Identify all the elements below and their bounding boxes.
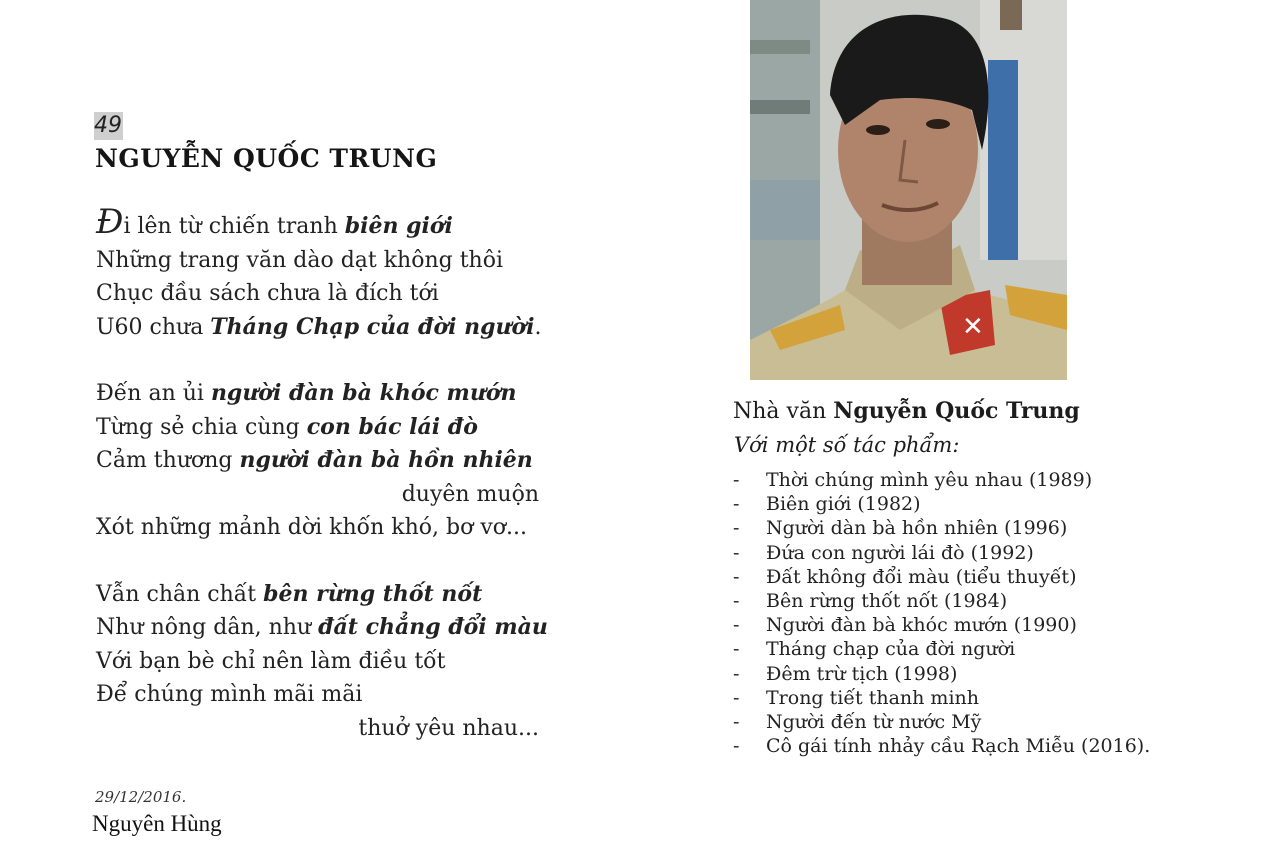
poem-line: Đến an ủi người đàn bà khóc mướn xyxy=(96,380,517,406)
list-item: - Người dàn bà hồn nhiên (1996) xyxy=(733,517,1068,540)
page-number: 49 xyxy=(94,113,122,138)
writer-portrait xyxy=(750,0,1067,380)
poem-line: U60 chưa Tháng Chạp của đời người. xyxy=(96,313,542,340)
list-item: - Thời chúng mình yêu nhau (1989) xyxy=(733,469,1093,491)
list-item: - Trong tiết thanh minh xyxy=(733,686,979,709)
poem-line: Với bạn bè chỉ nên làm điều tốt xyxy=(96,648,446,674)
poem-line: duyên muộn xyxy=(401,481,539,507)
stanza-gap xyxy=(96,344,556,377)
stanza-gap xyxy=(96,545,556,578)
list-item: - Cô gái tính nhảy cầu Rạch Miễu (2016). xyxy=(733,735,1151,758)
poem-line: Vẫn chân chất bên rừng thốt nốt xyxy=(96,580,483,607)
poem xyxy=(96,202,556,745)
works-list xyxy=(733,468,1150,758)
poem-date: 29/12/2016. xyxy=(95,788,187,806)
poem-line: Xót những mảnh dời khốn khó, bơ vơ... xyxy=(96,515,527,540)
poem-line: Từng sẻ chia cùng con bác lái đò xyxy=(96,413,478,440)
poem-line: thuở yêu nhau... xyxy=(358,715,539,741)
poem-line: Như nông dân, như đất chẳng đổi màu xyxy=(96,614,548,640)
poem-line: Đi lên từ chiến tranh biên giới xyxy=(96,202,453,242)
list-item: - Đất không đổi màu (tiểu thuyết) xyxy=(733,565,1077,588)
poem-author: Nguyên Hùng xyxy=(92,811,222,836)
portrait-illustration xyxy=(750,0,1067,380)
dropcap: Đ xyxy=(96,202,124,242)
list-item: - Đêm trừ tịch (1998) xyxy=(733,662,958,685)
works-intro: Với một số tác phẩm: xyxy=(734,433,960,457)
poem-line: Chục đầu sách chưa là đích tới xyxy=(96,281,439,306)
list-item: - Biên giới (1982) xyxy=(733,493,921,516)
poet-name: NGUYỄN QUỐC TRUNG xyxy=(95,144,438,173)
svg-text:✕: ✕ xyxy=(962,312,984,342)
list-item: - Tháng chạp của đời người xyxy=(733,638,1016,661)
list-item: - Bên rừng thốt nốt (1984) xyxy=(733,589,1008,612)
list-item: - Đứa con người lái đò (1992) xyxy=(733,541,1034,564)
poem-line: Cảm thương người đàn bà hồn nhiên xyxy=(96,447,533,473)
list-item: - Người đến từ nước Mỹ xyxy=(733,710,982,733)
list-item: - Người đàn bà khóc mướn (1990) xyxy=(733,614,1077,637)
poem-line: Những trang văn dào dạt không thôi xyxy=(96,247,504,273)
writer-heading: Nhà văn Nguyễn Quốc Trung xyxy=(733,398,1080,424)
poem-line: Để chúng mình mãi mãi xyxy=(96,682,363,707)
